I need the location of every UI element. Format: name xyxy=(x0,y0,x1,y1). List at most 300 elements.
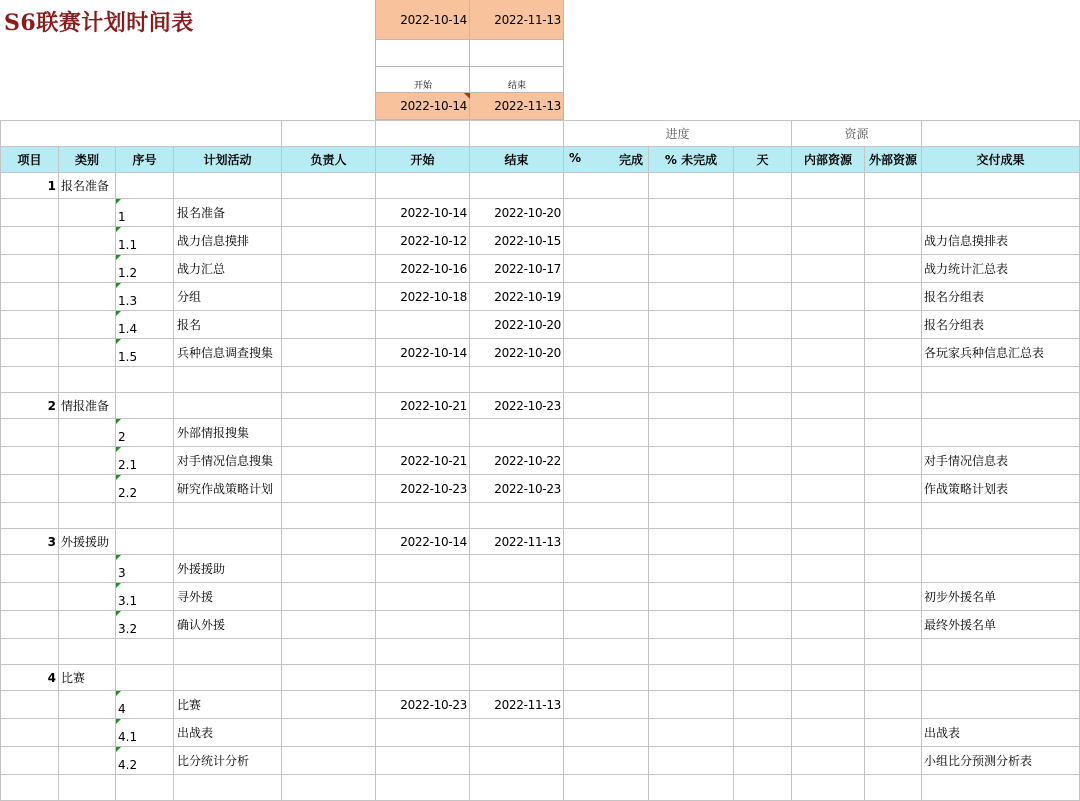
start-date-cell[interactable]: 2022-10-21 xyxy=(376,447,470,475)
pct-done-cell[interactable] xyxy=(564,283,649,311)
group-header-blank[interactable] xyxy=(1,121,282,147)
external-resource-cell[interactable] xyxy=(865,611,922,639)
internal-resource-cell[interactable] xyxy=(792,367,865,393)
end-date-cell[interactable] xyxy=(470,611,564,639)
owner-cell[interactable] xyxy=(282,555,376,583)
seq-cell[interactable] xyxy=(116,393,174,419)
category-cell[interactable] xyxy=(59,339,116,367)
top-end-date-cell-2[interactable] xyxy=(470,93,564,120)
owner-cell[interactable] xyxy=(282,529,376,555)
pct-done-cell[interactable] xyxy=(564,475,649,503)
end-date-cell[interactable] xyxy=(470,555,564,583)
category-cell[interactable] xyxy=(59,227,116,255)
owner-cell[interactable] xyxy=(282,173,376,199)
pct-todo-cell[interactable] xyxy=(649,611,734,639)
group-header-blank[interactable] xyxy=(376,121,470,147)
end-date-cell[interactable] xyxy=(470,665,564,691)
seq-cell[interactable]: 1.4 xyxy=(116,311,174,339)
activity-cell[interactable] xyxy=(174,173,282,199)
owner-cell[interactable] xyxy=(282,447,376,475)
pct-done-cell[interactable] xyxy=(564,775,649,801)
deliverable-cell[interactable]: 出战表 xyxy=(922,719,1080,747)
seq-cell[interactable]: 3.2 xyxy=(116,611,174,639)
deliverable-cell[interactable] xyxy=(922,503,1080,529)
activity-cell[interactable]: 战力汇总 xyxy=(174,255,282,283)
deliverable-cell[interactable]: 初步外援名单 xyxy=(922,583,1080,611)
activity-cell[interactable] xyxy=(174,529,282,555)
owner-cell[interactable] xyxy=(282,227,376,255)
pct-done-cell[interactable] xyxy=(564,367,649,393)
pct-todo-cell[interactable] xyxy=(649,503,734,529)
item-number-cell[interactable] xyxy=(1,555,59,583)
item-number-cell[interactable]: 1 xyxy=(1,173,59,199)
activity-cell[interactable]: 外援援助 xyxy=(174,555,282,583)
item-number-cell[interactable] xyxy=(1,503,59,529)
days-cell[interactable] xyxy=(734,529,792,555)
pct-done-cell[interactable] xyxy=(564,311,649,339)
item-number-cell[interactable] xyxy=(1,691,59,719)
top-start-date-cell-2[interactable]: 2022-10-14 xyxy=(375,93,470,120)
owner-cell[interactable] xyxy=(282,199,376,227)
category-cell[interactable] xyxy=(59,283,116,311)
days-cell[interactable] xyxy=(734,283,792,311)
start-date-cell[interactable] xyxy=(376,419,470,447)
internal-resource-cell[interactable] xyxy=(792,775,865,801)
internal-resource-cell[interactable] xyxy=(792,419,865,447)
seq-cell[interactable] xyxy=(116,639,174,665)
seq-cell[interactable]: 1.5 xyxy=(116,339,174,367)
seq-cell[interactable]: 2 xyxy=(116,419,174,447)
pct-todo-cell[interactable] xyxy=(649,639,734,665)
activity-cell[interactable] xyxy=(174,393,282,419)
pct-done-cell[interactable] xyxy=(564,665,649,691)
start-date-cell[interactable]: 2022-10-23 xyxy=(376,475,470,503)
owner-cell[interactable] xyxy=(282,665,376,691)
seq-cell[interactable] xyxy=(116,775,174,801)
deliverable-cell[interactable]: 作战策略计划表 xyxy=(922,475,1080,503)
category-cell[interactable] xyxy=(59,611,116,639)
item-number-cell[interactable] xyxy=(1,719,59,747)
item-number-cell[interactable] xyxy=(1,255,59,283)
days-cell[interactable] xyxy=(734,747,792,775)
pct-todo-cell[interactable] xyxy=(649,447,734,475)
external-resource-cell[interactable] xyxy=(865,255,922,283)
end-date-cell[interactable] xyxy=(470,775,564,801)
internal-resource-cell[interactable] xyxy=(792,503,865,529)
days-cell[interactable] xyxy=(734,639,792,665)
pct-done-cell[interactable] xyxy=(564,691,649,719)
days-cell[interactable] xyxy=(734,611,792,639)
item-number-cell[interactable] xyxy=(1,583,59,611)
pct-todo-cell[interactable] xyxy=(649,227,734,255)
owner-cell[interactable] xyxy=(282,475,376,503)
category-cell[interactable] xyxy=(59,583,116,611)
top-blank-cell-1[interactable] xyxy=(375,40,470,67)
deliverable-cell[interactable] xyxy=(922,367,1080,393)
internal-resource-cell[interactable] xyxy=(792,447,865,475)
category-cell[interactable]: 外援援助 xyxy=(59,529,116,555)
external-resource-cell[interactable] xyxy=(865,639,922,665)
deliverable-cell[interactable]: 最终外援名单 xyxy=(922,611,1080,639)
deliverable-cell[interactable]: 对手情况信息表 xyxy=(922,447,1080,475)
owner-cell[interactable] xyxy=(282,283,376,311)
category-cell[interactable]: 比赛 xyxy=(59,665,116,691)
end-date-cell[interactable] xyxy=(470,583,564,611)
activity-cell[interactable]: 兵种信息调查搜集 xyxy=(174,339,282,367)
deliverable-cell[interactable] xyxy=(922,639,1080,665)
activity-cell[interactable] xyxy=(174,639,282,665)
start-date-cell[interactable]: 2022-10-16 xyxy=(376,255,470,283)
external-resource-cell[interactable] xyxy=(865,583,922,611)
external-resource-cell[interactable] xyxy=(865,173,922,199)
owner-cell[interactable] xyxy=(282,419,376,447)
top-start-date-cell[interactable]: 2022-10-14 xyxy=(375,0,470,40)
days-cell[interactable] xyxy=(734,367,792,393)
activity-cell[interactable]: 外部情报搜集 xyxy=(174,419,282,447)
days-cell[interactable] xyxy=(734,719,792,747)
pct-todo-cell[interactable] xyxy=(649,719,734,747)
pct-todo-cell[interactable] xyxy=(649,583,734,611)
category-cell[interactable] xyxy=(59,691,116,719)
end-date-cell[interactable]: 2022-10-15 xyxy=(470,227,564,255)
end-date-cell[interactable]: 2022-11-13 xyxy=(470,529,564,555)
owner-cell[interactable] xyxy=(282,367,376,393)
item-number-cell[interactable]: 4 xyxy=(1,665,59,691)
owner-cell[interactable] xyxy=(282,691,376,719)
end-date-cell[interactable]: 2022-10-22 xyxy=(470,447,564,475)
end-date-cell[interactable] xyxy=(470,503,564,529)
category-cell[interactable] xyxy=(59,639,116,665)
top-end-date-cell[interactable]: 2022-11-13 xyxy=(470,0,564,40)
pct-todo-cell[interactable] xyxy=(649,311,734,339)
activity-cell[interactable]: 确认外援 xyxy=(174,611,282,639)
days-cell[interactable] xyxy=(734,775,792,801)
internal-resource-cell[interactable] xyxy=(792,611,865,639)
activity-cell[interactable]: 出战表 xyxy=(174,719,282,747)
seq-cell[interactable]: 4 xyxy=(116,691,174,719)
seq-cell[interactable]: 4.2 xyxy=(116,747,174,775)
external-resource-cell[interactable] xyxy=(865,691,922,719)
days-cell[interactable] xyxy=(734,393,792,419)
end-date-cell[interactable]: 2022-10-23 xyxy=(470,393,564,419)
category-cell[interactable] xyxy=(59,311,116,339)
external-resource-cell[interactable] xyxy=(865,747,922,775)
deliverable-cell[interactable]: 战力统计汇总表 xyxy=(922,255,1080,283)
deliverable-cell[interactable] xyxy=(922,529,1080,555)
item-number-cell[interactable] xyxy=(1,419,59,447)
activity-cell[interactable]: 研究作战策略计划 xyxy=(174,475,282,503)
pct-todo-cell[interactable] xyxy=(649,747,734,775)
internal-resource-cell[interactable] xyxy=(792,555,865,583)
external-resource-cell[interactable] xyxy=(865,503,922,529)
start-date-cell[interactable] xyxy=(376,665,470,691)
pct-done-cell[interactable] xyxy=(564,583,649,611)
pct-todo-cell[interactable] xyxy=(649,283,734,311)
days-cell[interactable] xyxy=(734,419,792,447)
pct-todo-cell[interactable] xyxy=(649,665,734,691)
pct-todo-cell[interactable] xyxy=(649,691,734,719)
days-cell[interactable] xyxy=(734,475,792,503)
pct-done-cell[interactable] xyxy=(564,555,649,583)
category-cell[interactable] xyxy=(59,775,116,801)
deliverable-cell[interactable] xyxy=(922,199,1080,227)
category-cell[interactable] xyxy=(59,503,116,529)
end-date-cell[interactable] xyxy=(470,173,564,199)
item-number-cell[interactable] xyxy=(1,339,59,367)
external-resource-cell[interactable] xyxy=(865,199,922,227)
item-number-cell[interactable] xyxy=(1,475,59,503)
start-date-cell[interactable] xyxy=(376,747,470,775)
item-number-cell[interactable]: 2 xyxy=(1,393,59,419)
pct-done-cell[interactable] xyxy=(564,393,649,419)
activity-cell[interactable] xyxy=(174,665,282,691)
external-resource-cell[interactable] xyxy=(865,775,922,801)
pct-todo-cell[interactable] xyxy=(649,555,734,583)
days-cell[interactable] xyxy=(734,665,792,691)
item-number-cell[interactable] xyxy=(1,283,59,311)
category-cell[interactable] xyxy=(59,447,116,475)
seq-cell[interactable]: 2.1 xyxy=(116,447,174,475)
item-number-cell[interactable] xyxy=(1,227,59,255)
deliverable-cell[interactable] xyxy=(922,393,1080,419)
internal-resource-cell[interactable] xyxy=(792,529,865,555)
end-date-cell[interactable] xyxy=(470,639,564,665)
external-resource-cell[interactable] xyxy=(865,665,922,691)
internal-resource-cell[interactable] xyxy=(792,199,865,227)
deliverable-cell[interactable] xyxy=(922,775,1080,801)
internal-resource-cell[interactable] xyxy=(792,393,865,419)
group-header-blank[interactable] xyxy=(282,121,376,147)
internal-resource-cell[interactable] xyxy=(792,173,865,199)
category-cell[interactable] xyxy=(59,475,116,503)
item-number-cell[interactable] xyxy=(1,611,59,639)
owner-cell[interactable] xyxy=(282,775,376,801)
category-cell[interactable] xyxy=(59,419,116,447)
internal-resource-cell[interactable] xyxy=(792,583,865,611)
start-date-cell[interactable]: 2022-10-18 xyxy=(376,283,470,311)
category-cell[interactable] xyxy=(59,255,116,283)
days-cell[interactable] xyxy=(734,199,792,227)
pct-todo-cell[interactable] xyxy=(649,775,734,801)
days-cell[interactable] xyxy=(734,447,792,475)
activity-cell[interactable]: 报名准备 xyxy=(174,199,282,227)
end-date-cell[interactable] xyxy=(470,367,564,393)
item-number-cell[interactable] xyxy=(1,367,59,393)
pct-todo-cell[interactable] xyxy=(649,393,734,419)
category-cell[interactable]: 情报准备 xyxy=(59,393,116,419)
deliverable-cell[interactable]: 小组比分预测分析表 xyxy=(922,747,1080,775)
seq-cell[interactable]: 3.1 xyxy=(116,583,174,611)
internal-resource-cell[interactable] xyxy=(792,665,865,691)
pct-done-cell[interactable] xyxy=(564,339,649,367)
end-date-cell[interactable]: 2022-10-20 xyxy=(470,339,564,367)
owner-cell[interactable] xyxy=(282,583,376,611)
days-cell[interactable] xyxy=(734,339,792,367)
seq-cell[interactable]: 4.1 xyxy=(116,719,174,747)
activity-cell[interactable]: 比赛 xyxy=(174,691,282,719)
deliverable-cell[interactable]: 战力信息摸排表 xyxy=(922,227,1080,255)
seq-cell[interactable]: 1.1 xyxy=(116,227,174,255)
owner-cell[interactable] xyxy=(282,503,376,529)
pct-done-cell[interactable] xyxy=(564,639,649,665)
start-date-cell[interactable]: 2022-10-14 xyxy=(376,529,470,555)
internal-resource-cell[interactable] xyxy=(792,639,865,665)
end-date-cell[interactable]: 2022-11-13 xyxy=(470,691,564,719)
top-blank-cell-2[interactable] xyxy=(470,40,564,67)
seq-cell[interactable]: 1.3 xyxy=(116,283,174,311)
item-number-cell[interactable]: 3 xyxy=(1,529,59,555)
activity-cell[interactable] xyxy=(174,503,282,529)
start-date-cell[interactable]: 2022-10-14 xyxy=(376,339,470,367)
owner-cell[interactable] xyxy=(282,339,376,367)
owner-cell[interactable] xyxy=(282,611,376,639)
category-cell[interactable] xyxy=(59,199,116,227)
pct-todo-cell[interactable] xyxy=(649,367,734,393)
pct-done-cell[interactable] xyxy=(564,503,649,529)
deliverable-cell[interactable]: 报名分组表 xyxy=(922,283,1080,311)
group-header-blank[interactable] xyxy=(470,121,564,147)
start-date-cell[interactable]: 2022-10-12 xyxy=(376,227,470,255)
item-number-cell[interactable] xyxy=(1,639,59,665)
internal-resource-cell[interactable] xyxy=(792,283,865,311)
seq-cell[interactable]: 3 xyxy=(116,555,174,583)
pct-done-cell[interactable] xyxy=(564,447,649,475)
days-cell[interactable] xyxy=(734,255,792,283)
pct-done-cell[interactable] xyxy=(564,719,649,747)
owner-cell[interactable] xyxy=(282,311,376,339)
pct-todo-cell[interactable] xyxy=(649,199,734,227)
pct-done-cell[interactable] xyxy=(564,199,649,227)
start-date-cell[interactable] xyxy=(376,503,470,529)
activity-cell[interactable]: 战力信息摸排 xyxy=(174,227,282,255)
internal-resource-cell[interactable] xyxy=(792,691,865,719)
deliverable-cell[interactable] xyxy=(922,555,1080,583)
deliverable-cell[interactable] xyxy=(922,691,1080,719)
start-date-cell[interactable] xyxy=(376,367,470,393)
seq-cell[interactable] xyxy=(116,367,174,393)
external-resource-cell[interactable] xyxy=(865,475,922,503)
end-date-cell[interactable] xyxy=(470,719,564,747)
internal-resource-cell[interactable] xyxy=(792,719,865,747)
external-resource-cell[interactable] xyxy=(865,419,922,447)
pct-todo-cell[interactable] xyxy=(649,475,734,503)
internal-resource-cell[interactable] xyxy=(792,339,865,367)
external-resource-cell[interactable] xyxy=(865,339,922,367)
seq-cell[interactable]: 2.2 xyxy=(116,475,174,503)
pct-done-cell[interactable] xyxy=(564,419,649,447)
days-cell[interactable] xyxy=(734,227,792,255)
start-date-cell[interactable] xyxy=(376,639,470,665)
start-date-cell[interactable]: 2022-10-21 xyxy=(376,393,470,419)
owner-cell[interactable] xyxy=(282,639,376,665)
group-header-blank[interactable] xyxy=(922,121,1080,147)
internal-resource-cell[interactable] xyxy=(792,475,865,503)
seq-cell[interactable]: 1.2 xyxy=(116,255,174,283)
pct-todo-cell[interactable] xyxy=(649,339,734,367)
item-number-cell[interactable] xyxy=(1,447,59,475)
external-resource-cell[interactable] xyxy=(865,311,922,339)
start-date-cell[interactable]: 2022-10-14 xyxy=(376,199,470,227)
start-date-cell[interactable] xyxy=(376,583,470,611)
start-date-cell[interactable] xyxy=(376,555,470,583)
category-cell[interactable] xyxy=(59,367,116,393)
activity-cell[interactable]: 比分统计分析 xyxy=(174,747,282,775)
category-cell[interactable] xyxy=(59,555,116,583)
owner-cell[interactable] xyxy=(282,747,376,775)
days-cell[interactable] xyxy=(734,503,792,529)
deliverable-cell[interactable]: 各玩家兵种信息汇总表 xyxy=(922,339,1080,367)
activity-cell[interactable]: 报名 xyxy=(174,311,282,339)
deliverable-cell[interactable] xyxy=(922,419,1080,447)
pct-done-cell[interactable] xyxy=(564,173,649,199)
end-date-cell[interactable]: 2022-10-23 xyxy=(470,475,564,503)
external-resource-cell[interactable] xyxy=(865,283,922,311)
end-date-cell[interactable]: 2022-10-17 xyxy=(470,255,564,283)
item-number-cell[interactable] xyxy=(1,775,59,801)
item-number-cell[interactable] xyxy=(1,747,59,775)
item-number-cell[interactable] xyxy=(1,311,59,339)
internal-resource-cell[interactable] xyxy=(792,747,865,775)
internal-resource-cell[interactable] xyxy=(792,227,865,255)
external-resource-cell[interactable] xyxy=(865,227,922,255)
days-cell[interactable] xyxy=(734,555,792,583)
end-date-cell[interactable]: 2022-10-20 xyxy=(470,311,564,339)
deliverable-cell[interactable]: 报名分组表 xyxy=(922,311,1080,339)
seq-cell[interactable] xyxy=(116,529,174,555)
end-date-cell[interactable] xyxy=(470,747,564,775)
pct-done-cell[interactable] xyxy=(564,747,649,775)
internal-resource-cell[interactable] xyxy=(792,311,865,339)
category-cell[interactable]: 报名准备 xyxy=(59,173,116,199)
external-resource-cell[interactable] xyxy=(865,447,922,475)
days-cell[interactable] xyxy=(734,311,792,339)
end-date-cell[interactable] xyxy=(470,419,564,447)
days-cell[interactable] xyxy=(734,583,792,611)
activity-cell[interactable] xyxy=(174,775,282,801)
deliverable-cell[interactable] xyxy=(922,173,1080,199)
seq-cell[interactable] xyxy=(116,665,174,691)
external-resource-cell[interactable] xyxy=(865,367,922,393)
pct-todo-cell[interactable] xyxy=(649,529,734,555)
internal-resource-cell[interactable] xyxy=(792,255,865,283)
deliverable-cell[interactable] xyxy=(922,665,1080,691)
category-cell[interactable] xyxy=(59,747,116,775)
external-resource-cell[interactable] xyxy=(865,529,922,555)
activity-cell[interactable]: 对手情况信息搜集 xyxy=(174,447,282,475)
pct-todo-cell[interactable] xyxy=(649,419,734,447)
start-date-cell[interactable] xyxy=(376,719,470,747)
owner-cell[interactable] xyxy=(282,719,376,747)
pct-done-cell[interactable] xyxy=(564,255,649,283)
start-date-cell[interactable]: 2022-10-23 xyxy=(376,691,470,719)
owner-cell[interactable] xyxy=(282,393,376,419)
category-cell[interactable] xyxy=(59,719,116,747)
seq-cell[interactable] xyxy=(116,503,174,529)
start-date-cell[interactable] xyxy=(376,611,470,639)
days-cell[interactable] xyxy=(734,173,792,199)
pct-done-cell[interactable] xyxy=(564,611,649,639)
item-number-cell[interactable] xyxy=(1,199,59,227)
days-cell[interactable] xyxy=(734,691,792,719)
end-date-cell[interactable]: 2022-10-19 xyxy=(470,283,564,311)
owner-cell[interactable] xyxy=(282,255,376,283)
external-resource-cell[interactable] xyxy=(865,555,922,583)
activity-cell[interactable]: 分组 xyxy=(174,283,282,311)
activity-cell[interactable] xyxy=(174,367,282,393)
pct-todo-cell[interactable] xyxy=(649,173,734,199)
start-date-cell[interactable] xyxy=(376,775,470,801)
start-date-cell[interactable] xyxy=(376,311,470,339)
